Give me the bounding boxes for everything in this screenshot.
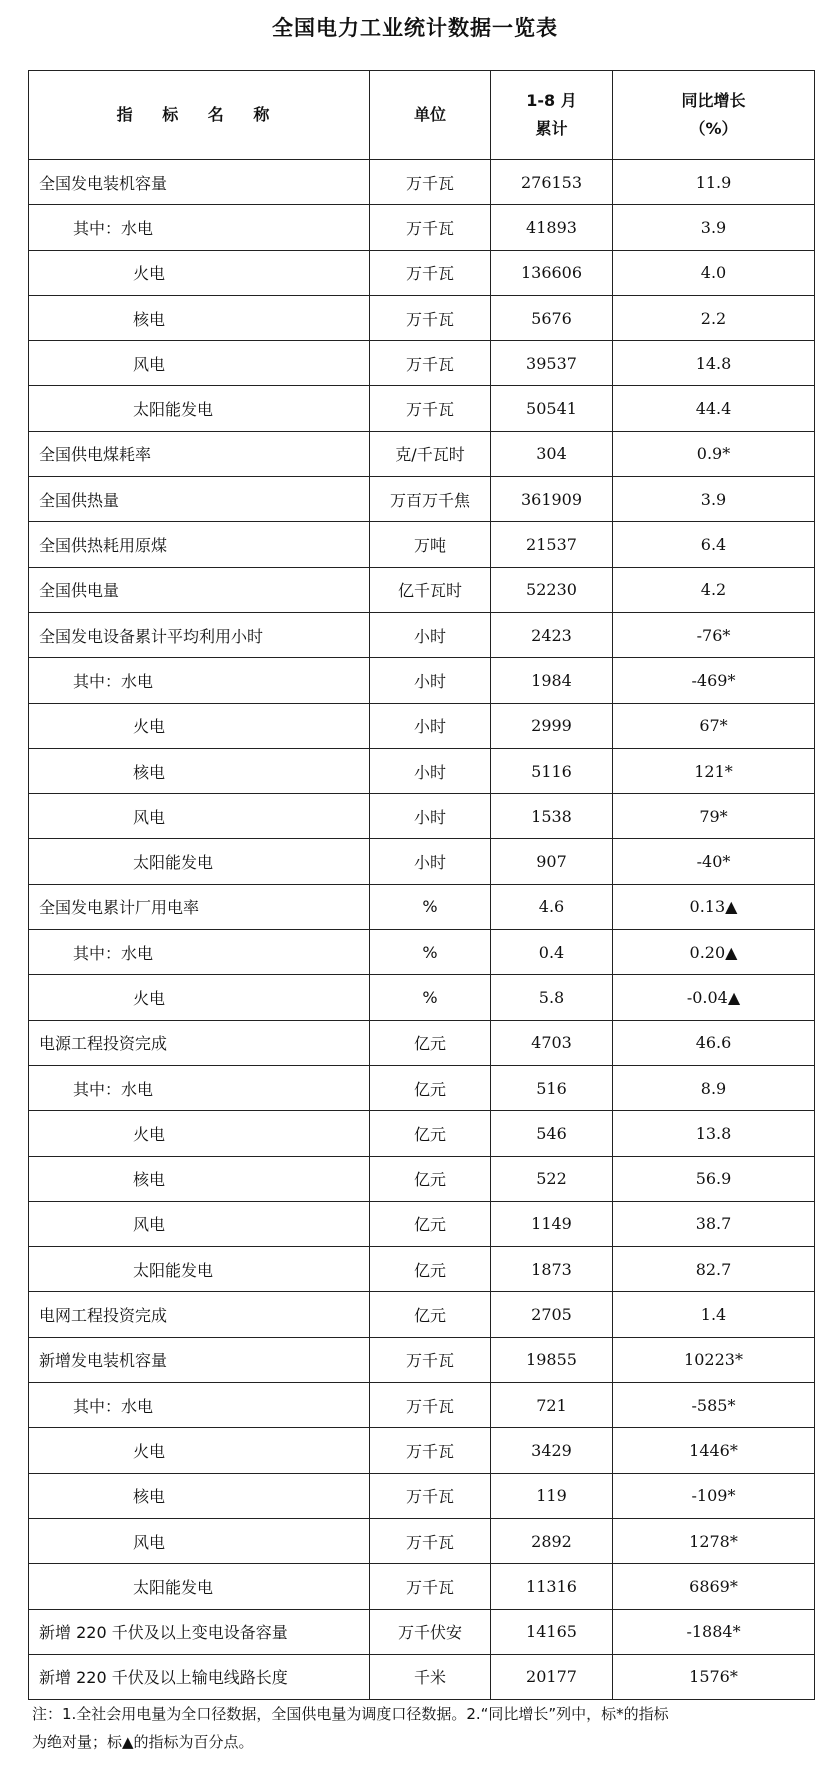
- unit-cell: 万千瓦: [370, 1337, 491, 1382]
- table-row: [29, 205, 815, 250]
- footnote-line2: 为绝对量；标▲的指标为百分点。: [32, 1733, 254, 1751]
- indicator-name-cell: 其中：水电: [29, 1065, 370, 1110]
- unit-cell: 万千瓦: [370, 1564, 491, 1609]
- table-row: [29, 1156, 815, 1201]
- yoy-growth-cell: -585*: [613, 1383, 815, 1428]
- table-row: [29, 160, 815, 205]
- indicator-name-cell: 全国发电设备累计平均利用小时: [29, 612, 370, 657]
- unit-cell: 万百万千焦: [370, 477, 491, 522]
- cumulative-value-cell: 721: [491, 1383, 613, 1428]
- cumulative-value-cell: 14165: [491, 1609, 613, 1654]
- indicator-name-cell: 电源工程投资完成: [29, 1020, 370, 1065]
- yoy-growth-cell: -469*: [613, 658, 815, 703]
- unit-cell: 万千瓦: [370, 1473, 491, 1518]
- cumulative-value-cell: 39537: [491, 341, 613, 386]
- yoy-growth-cell: 0.20▲: [613, 930, 815, 975]
- yoy-growth-cell: -0.04▲: [613, 975, 815, 1020]
- yoy-growth-cell: 46.6: [613, 1020, 815, 1065]
- unit-cell: 万千瓦: [370, 1428, 491, 1473]
- indicator-name-cell: 核电: [29, 1156, 370, 1201]
- yoy-growth-cell: 13.8: [613, 1111, 815, 1156]
- unit-cell: 小时: [370, 839, 491, 884]
- unit-cell: 万吨: [370, 522, 491, 567]
- yoy-growth-cell: -40*: [613, 839, 815, 884]
- cumulative-value-cell: 21537: [491, 522, 613, 567]
- cumulative-value-cell: 1149: [491, 1201, 613, 1246]
- unit-cell: 亿元: [370, 1247, 491, 1292]
- cumulative-value-cell: 2423: [491, 612, 613, 657]
- indicator-name-cell: 其中：水电: [29, 930, 370, 975]
- unit-cell: 亿千瓦时: [370, 567, 491, 612]
- unit-cell: 亿元: [370, 1292, 491, 1337]
- indicator-name-cell: 火电: [29, 250, 370, 295]
- yoy-growth-cell: 1446*: [613, 1428, 815, 1473]
- header-growth-line1: 同比增长: [681, 91, 746, 110]
- table-row: [29, 703, 815, 748]
- cumulative-value-cell: 1984: [491, 658, 613, 703]
- unit-cell: 克/千瓦时: [370, 431, 491, 476]
- table-row: [29, 1337, 815, 1382]
- indicator-name-cell: 核电: [29, 1473, 370, 1518]
- indicator-name-cell: 全国发电累计厂用电率: [29, 884, 370, 929]
- unit-cell: 小时: [370, 658, 491, 703]
- table-body: [29, 160, 815, 1700]
- indicator-name-cell: 全国供热耗用原煤: [29, 522, 370, 567]
- indicator-name-cell: 全国供电量: [29, 567, 370, 612]
- table-row: [29, 1065, 815, 1110]
- header-unit: 单位: [370, 71, 491, 160]
- statistics-table: [28, 70, 815, 1700]
- table-row: [29, 612, 815, 657]
- yoy-growth-cell: 0.9*: [613, 431, 815, 476]
- cumulative-value-cell: 11316: [491, 1564, 613, 1609]
- cumulative-value-cell: 2705: [491, 1292, 613, 1337]
- indicator-name-cell: 核电: [29, 295, 370, 340]
- table-row: [29, 884, 815, 929]
- yoy-growth-cell: 4.2: [613, 567, 815, 612]
- cumulative-value-cell: 136606: [491, 250, 613, 295]
- cumulative-value-cell: 2892: [491, 1518, 613, 1563]
- table-row: [29, 477, 815, 522]
- cumulative-value-cell: 522: [491, 1156, 613, 1201]
- unit-cell: 小时: [370, 703, 491, 748]
- unit-cell: 亿元: [370, 1111, 491, 1156]
- indicator-name-cell: 其中：水电: [29, 205, 370, 250]
- yoy-growth-cell: -76*: [613, 612, 815, 657]
- table-row: [29, 567, 815, 612]
- table-row: [29, 1247, 815, 1292]
- header-name: 指 标 名 称: [29, 71, 370, 160]
- indicator-name-cell: 其中：水电: [29, 1383, 370, 1428]
- yoy-growth-cell: 14.8: [613, 341, 815, 386]
- table-row: [29, 1518, 815, 1563]
- yoy-growth-cell: 67*: [613, 703, 815, 748]
- indicator-name-cell: 风电: [29, 1518, 370, 1563]
- yoy-growth-cell: 11.9: [613, 160, 815, 205]
- yoy-growth-cell: 1.4: [613, 1292, 815, 1337]
- yoy-growth-cell: 6869*: [613, 1564, 815, 1609]
- cumulative-value-cell: 546: [491, 1111, 613, 1156]
- unit-cell: 万千瓦: [370, 1518, 491, 1563]
- table-row: [29, 748, 815, 793]
- cumulative-value-cell: 1873: [491, 1247, 613, 1292]
- table-row: [29, 250, 815, 295]
- unit-cell: 亿元: [370, 1201, 491, 1246]
- yoy-growth-cell: 3.9: [613, 477, 815, 522]
- yoy-growth-cell: 44.4: [613, 386, 815, 431]
- cumulative-value-cell: 3429: [491, 1428, 613, 1473]
- table-row: [29, 1020, 815, 1065]
- indicator-name-cell: 电网工程投资完成: [29, 1292, 370, 1337]
- indicator-name-cell: 太阳能发电: [29, 1247, 370, 1292]
- table-row: [29, 1201, 815, 1246]
- indicator-name-cell: 太阳能发电: [29, 386, 370, 431]
- unit-cell: %: [370, 930, 491, 975]
- yoy-growth-cell: 38.7: [613, 1201, 815, 1246]
- indicator-name-cell: 太阳能发电: [29, 1564, 370, 1609]
- indicator-name-cell: 火电: [29, 1428, 370, 1473]
- unit-cell: 小时: [370, 748, 491, 793]
- yoy-growth-cell: 56.9: [613, 1156, 815, 1201]
- table-row: [29, 930, 815, 975]
- table-row: [29, 975, 815, 1020]
- table-row: [29, 341, 815, 386]
- table-row: [29, 1111, 815, 1156]
- cumulative-value-cell: 304: [491, 431, 613, 476]
- table-row: [29, 1292, 815, 1337]
- yoy-growth-cell: -1884*: [613, 1609, 815, 1654]
- cumulative-value-cell: 4703: [491, 1020, 613, 1065]
- yoy-growth-cell: -109*: [613, 1473, 815, 1518]
- unit-cell: 万千瓦: [370, 250, 491, 295]
- cumulative-value-cell: 41893: [491, 205, 613, 250]
- cumulative-value-cell: 0.4: [491, 930, 613, 975]
- cumulative-value-cell: 276153: [491, 160, 613, 205]
- indicator-name-cell: 全国供电煤耗率: [29, 431, 370, 476]
- cumulative-value-cell: 361909: [491, 477, 613, 522]
- table-header: [29, 71, 815, 160]
- unit-cell: 万千瓦: [370, 160, 491, 205]
- yoy-growth-cell: 4.0: [613, 250, 815, 295]
- header-row: [29, 71, 815, 160]
- unit-cell: 千米: [370, 1654, 491, 1699]
- yoy-growth-cell: 2.2: [613, 295, 815, 340]
- header-period-line1: 1-8 月: [526, 91, 577, 110]
- unit-cell: 亿元: [370, 1020, 491, 1065]
- table-row: [29, 1383, 815, 1428]
- table-row: [29, 794, 815, 839]
- yoy-growth-cell: 0.13▲: [613, 884, 815, 929]
- indicator-name-cell: 火电: [29, 703, 370, 748]
- cumulative-value-cell: 5.8: [491, 975, 613, 1020]
- page-title: 全国电力工业统计数据一览表: [272, 16, 558, 40]
- indicator-name-cell: 新增 220 千伏及以上变电设备容量: [29, 1609, 370, 1654]
- unit-cell: %: [370, 975, 491, 1020]
- yoy-growth-cell: 10223*: [613, 1337, 815, 1382]
- cumulative-value-cell: 119: [491, 1473, 613, 1518]
- yoy-growth-cell: 1576*: [613, 1654, 815, 1699]
- table-row: [29, 295, 815, 340]
- cumulative-value-cell: 5676: [491, 295, 613, 340]
- footnote-line1: 注：1.全社会用电量为全口径数据，全国供电量为调度口径数据。2.“同比增长”列中，标*的指标: [32, 1705, 669, 1723]
- yoy-growth-cell: 121*: [613, 748, 815, 793]
- unit-cell: 万千伏安: [370, 1609, 491, 1654]
- table-row: [29, 839, 815, 884]
- indicator-name-cell: 全国供热量: [29, 477, 370, 522]
- indicator-name-cell: 新增 220 千伏及以上输电线路长度: [29, 1654, 370, 1699]
- cumulative-value-cell: 20177: [491, 1654, 613, 1699]
- yoy-growth-cell: 8.9: [613, 1065, 815, 1110]
- cumulative-value-cell: 4.6: [491, 884, 613, 929]
- header-growth-line2: （%）: [689, 119, 738, 138]
- yoy-growth-cell: 3.9: [613, 205, 815, 250]
- table-row: [29, 386, 815, 431]
- indicator-name-cell: 风电: [29, 341, 370, 386]
- unit-cell: 小时: [370, 794, 491, 839]
- yoy-growth-cell: 6.4: [613, 522, 815, 567]
- cumulative-value-cell: 5116: [491, 748, 613, 793]
- unit-cell: 万千瓦: [370, 386, 491, 431]
- indicator-name-cell: 新增发电装机容量: [29, 1337, 370, 1382]
- table-row: [29, 1473, 815, 1518]
- yoy-growth-cell: 1278*: [613, 1518, 815, 1563]
- yoy-growth-cell: 79*: [613, 794, 815, 839]
- indicator-name-cell: 太阳能发电: [29, 839, 370, 884]
- table-row: [29, 522, 815, 567]
- indicator-name-cell: 全国发电装机容量: [29, 160, 370, 205]
- yoy-growth-cell: 82.7: [613, 1247, 815, 1292]
- footnote: [32, 1700, 812, 1756]
- unit-cell: %: [370, 884, 491, 929]
- indicator-name-cell: 其中：水电: [29, 658, 370, 703]
- indicator-name-cell: 风电: [29, 794, 370, 839]
- table-row: [29, 658, 815, 703]
- unit-cell: 亿元: [370, 1065, 491, 1110]
- indicator-name-cell: 火电: [29, 1111, 370, 1156]
- header-period-line2: 累计: [535, 119, 568, 138]
- cumulative-value-cell: 2999: [491, 703, 613, 748]
- cumulative-value-cell: 1538: [491, 794, 613, 839]
- unit-cell: 万千瓦: [370, 341, 491, 386]
- table-row: [29, 431, 815, 476]
- indicator-name-cell: 风电: [29, 1201, 370, 1246]
- table-row: [29, 1564, 815, 1609]
- table-row: [29, 1428, 815, 1473]
- cumulative-value-cell: 52230: [491, 567, 613, 612]
- header-period: [491, 71, 613, 160]
- cumulative-value-cell: 516: [491, 1065, 613, 1110]
- cumulative-value-cell: 19855: [491, 1337, 613, 1382]
- cumulative-value-cell: 50541: [491, 386, 613, 431]
- indicator-name-cell: 火电: [29, 975, 370, 1020]
- table-row: [29, 1654, 815, 1699]
- unit-cell: 亿元: [370, 1156, 491, 1201]
- unit-cell: 小时: [370, 612, 491, 657]
- header-growth: [613, 71, 815, 160]
- table-row: [29, 1609, 815, 1654]
- unit-cell: 万千瓦: [370, 295, 491, 340]
- cumulative-value-cell: 907: [491, 839, 613, 884]
- unit-cell: 万千瓦: [370, 1383, 491, 1428]
- indicator-name-cell: 核电: [29, 748, 370, 793]
- unit-cell: 万千瓦: [370, 205, 491, 250]
